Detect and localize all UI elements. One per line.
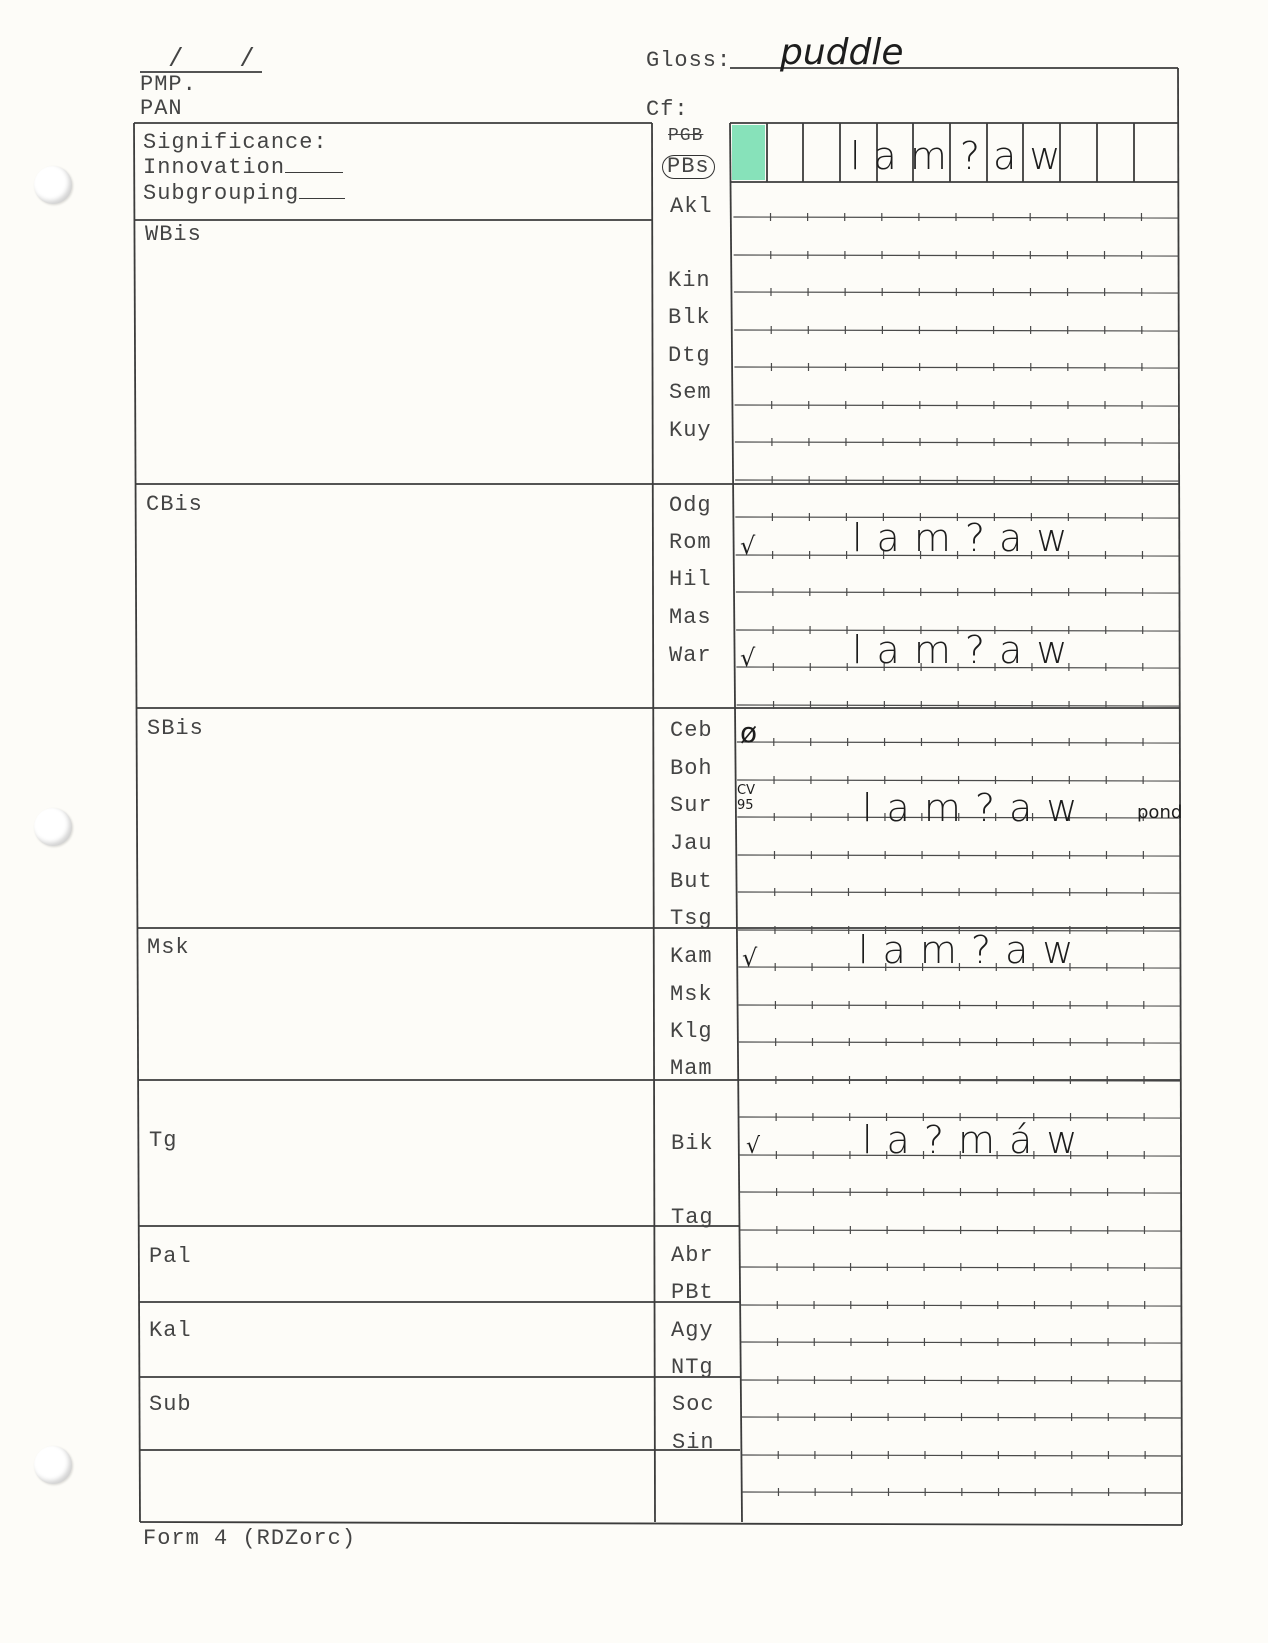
- lang-abr: Abr: [671, 1243, 714, 1268]
- lang-ntg: NTg: [671, 1355, 714, 1380]
- entry-bik-form: la?máw: [862, 1118, 1092, 1162]
- lang-agy: Agy: [671, 1318, 714, 1343]
- lang-mas: Mas: [669, 605, 712, 630]
- cf-label: Cf:: [646, 97, 689, 122]
- lang-tsg: Tsg: [670, 906, 713, 931]
- significance-title: Significance:: [143, 130, 328, 155]
- lang-tag: Tag: [671, 1205, 714, 1230]
- lang-odg: Odg: [669, 493, 712, 518]
- lang-jau: Jau: [670, 831, 713, 856]
- lang-hil: Hil: [669, 567, 712, 592]
- lang-blk: Blk: [668, 305, 711, 330]
- lang-pbt: PBt: [671, 1280, 714, 1305]
- entry-sur-note: pond: [1137, 802, 1183, 823]
- section-wbis: WBis: [145, 222, 202, 247]
- form-label: Form 4 (RDZorc): [143, 1526, 357, 1551]
- lang-sur: Sur: [670, 793, 713, 818]
- lang-bik: Bik: [671, 1131, 714, 1156]
- entry-kam-form: lam?aw: [858, 928, 1088, 972]
- section-tg: Tg: [149, 1128, 178, 1153]
- entry-bik-check: √: [746, 1134, 761, 1159]
- entry-rom-form: lam?aw: [852, 516, 1082, 560]
- pmp-label: PMP.: [140, 72, 197, 97]
- lang-soc: Soc: [672, 1392, 715, 1417]
- section-cbis: CBis: [146, 492, 203, 517]
- lang-pgb: PGB: [668, 126, 704, 146]
- section-pal: Pal: [149, 1244, 192, 1269]
- gloss-label: Gloss:: [646, 48, 732, 73]
- lang-war: War: [669, 643, 712, 668]
- entry-war-form: lam?aw: [852, 628, 1082, 672]
- lang-sin: Sin: [672, 1430, 715, 1455]
- lang-mam: Mam: [670, 1056, 713, 1081]
- lang-kam: Kam: [670, 944, 713, 969]
- lang-msk: Msk: [670, 982, 713, 1007]
- lang-ceb: Ceb: [670, 718, 713, 743]
- lang-dtg: Dtg: [668, 343, 711, 368]
- subgrouping-line: [143, 180, 345, 206]
- innovation-line: [143, 154, 343, 180]
- innovation-label: Innovation: [143, 155, 286, 180]
- section-kal: Kal: [149, 1318, 192, 1343]
- entry-rom-check: √: [740, 532, 756, 560]
- entry-sur-form: lam?aw: [862, 786, 1092, 830]
- lang-sem: Sem: [669, 380, 712, 405]
- entry-sur-source-bottom: 95: [737, 798, 754, 813]
- date-marks: / /: [168, 44, 275, 74]
- entry-kam-check: √: [742, 944, 758, 972]
- lang-kin: Kin: [668, 268, 711, 293]
- section-sub: Sub: [149, 1392, 192, 1417]
- lang-kuy: Kuy: [669, 418, 712, 443]
- section-sbis: SBis: [147, 716, 204, 741]
- subgrouping-label: Subgrouping: [143, 181, 300, 206]
- lang-pbs: PBs: [662, 155, 715, 179]
- lang-akl: Akl: [670, 194, 713, 219]
- pan-label: PAN: [140, 96, 183, 121]
- entry-ceb-mark: ø: [740, 716, 758, 749]
- subgrouping-blank: [299, 180, 345, 199]
- entry-pbs-form: lam?aw: [850, 134, 1074, 178]
- entry-war-check: √: [740, 644, 756, 672]
- lang-rom: Rom: [669, 530, 712, 555]
- section-msk: Msk: [147, 935, 190, 960]
- lang-boh: Boh: [670, 756, 713, 781]
- lang-klg: Klg: [670, 1019, 713, 1044]
- innovation-blank: [285, 154, 343, 173]
- entry-sur-source-top: CV: [737, 783, 755, 798]
- lang-but: But: [670, 869, 713, 894]
- gloss-value: puddle: [780, 32, 904, 73]
